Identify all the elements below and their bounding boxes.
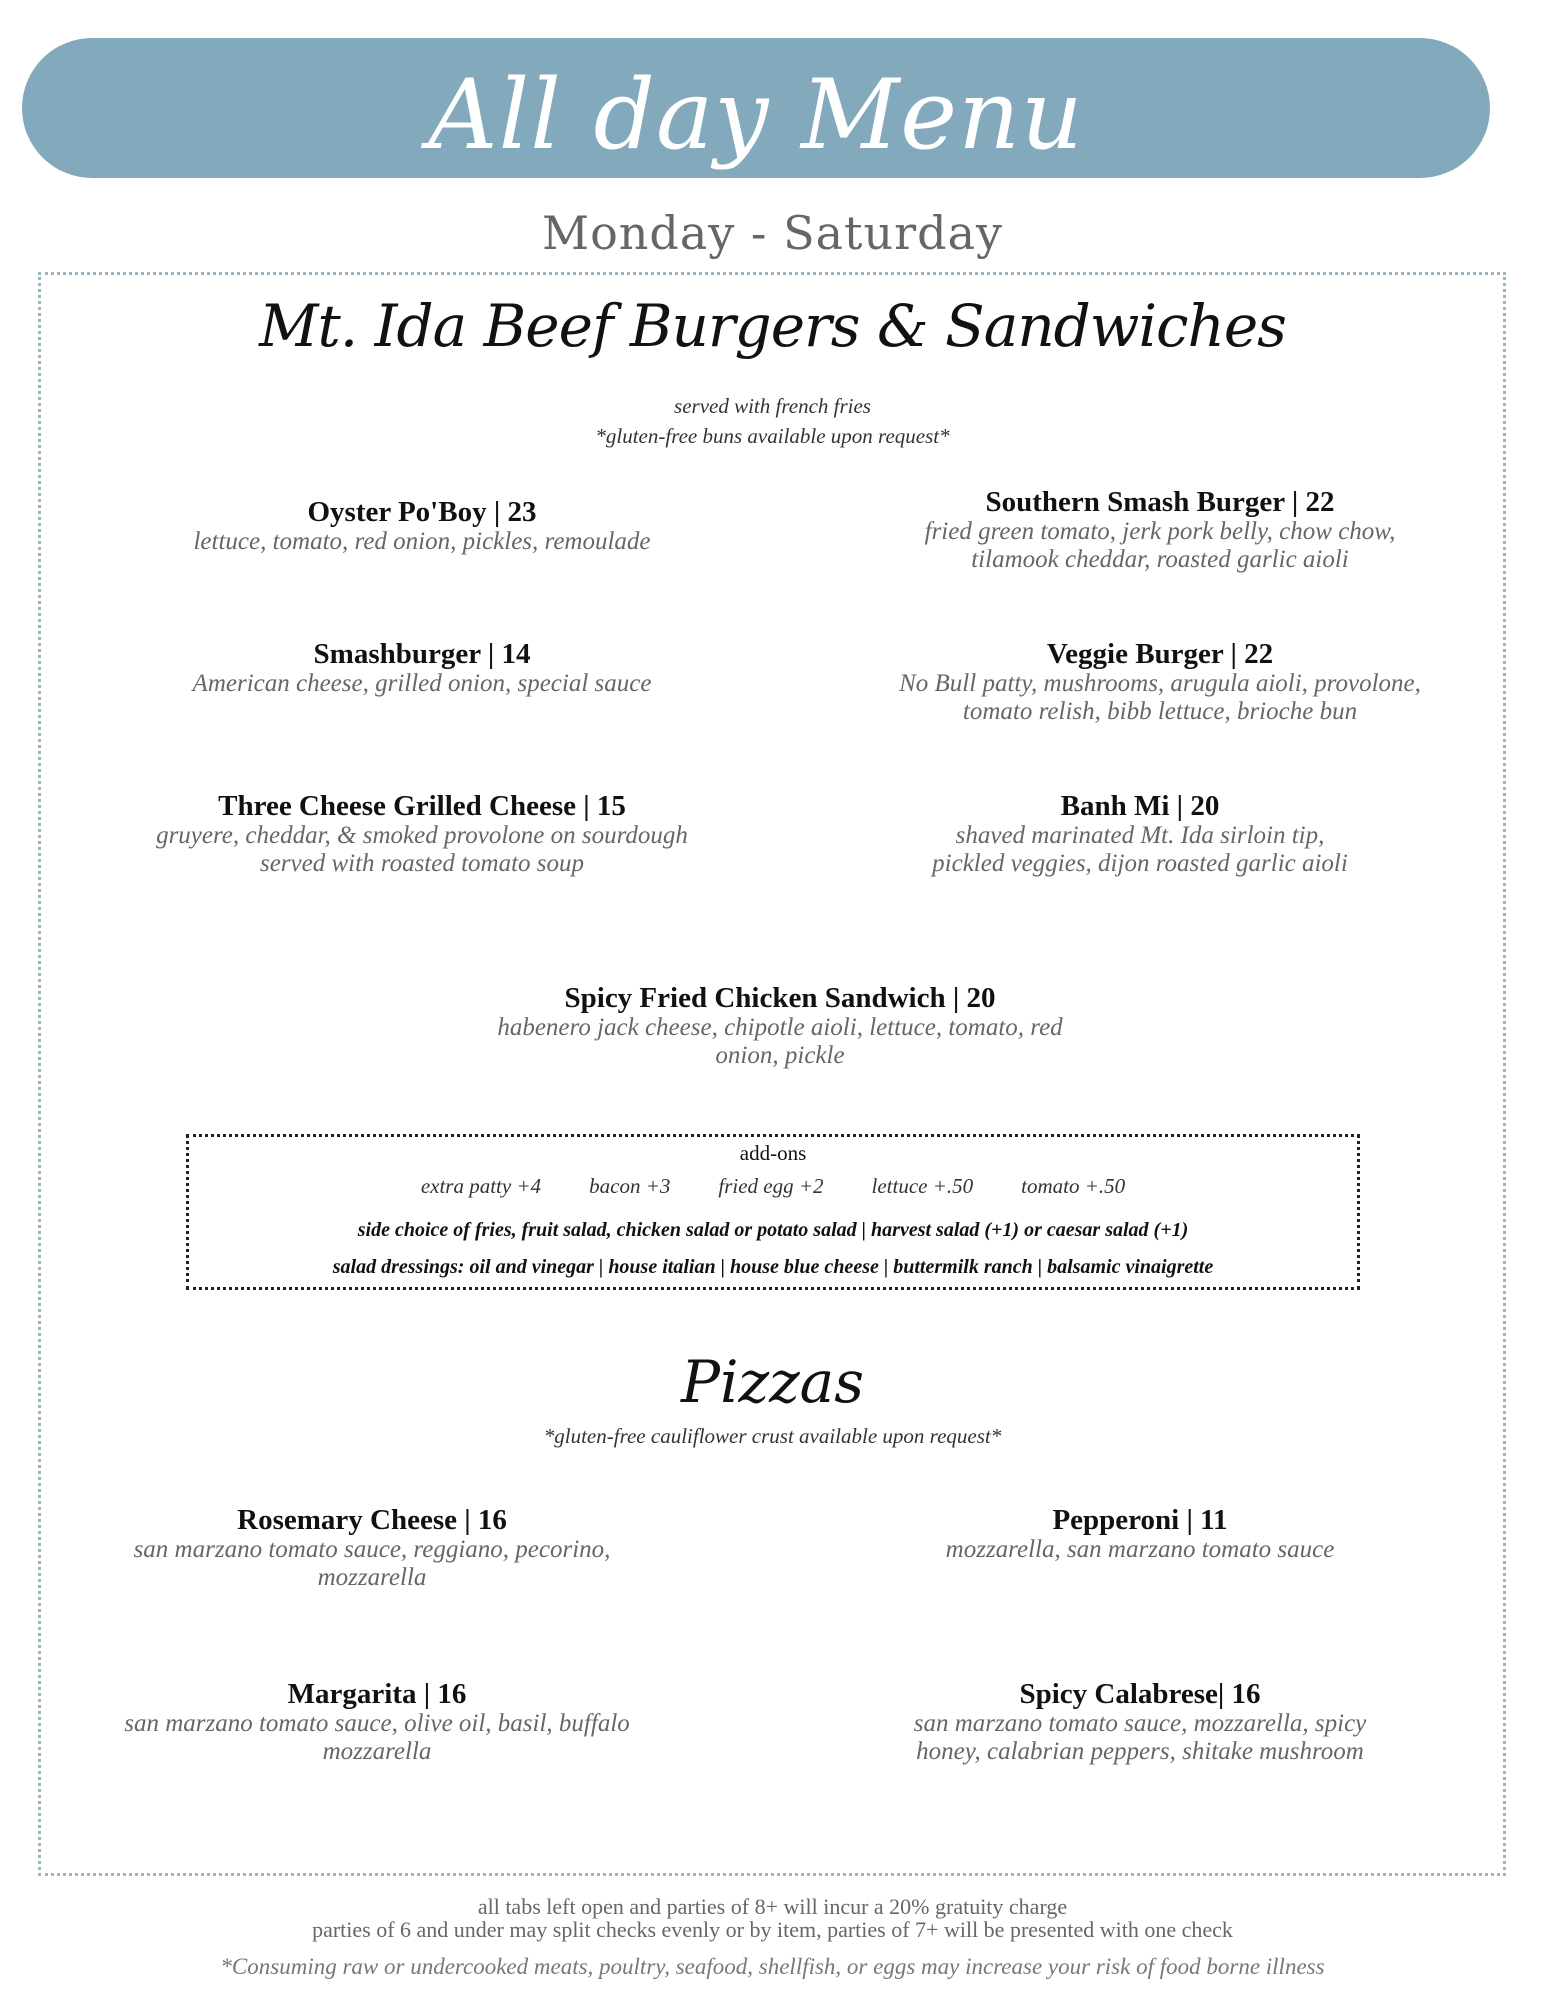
item-desc: san marzano tomato sauce, mozzarella, spicy (913, 1710, 1367, 1737)
menu-item-three-cheese-grilled-cheese (72, 790, 772, 878)
burgers-section-title: Mt. Ida Beef Burgers & Sandwiches (259, 292, 1286, 360)
item-desc: san marzano tomato sauce, reggiano, pecorino, (133, 1536, 611, 1563)
addon-item: lettuce +.50 (871, 1174, 974, 1198)
menu-item-banh-mi (790, 790, 1490, 878)
item-desc: fried green tomato, jerk pork belly, chow chow, (924, 518, 1396, 545)
item-name: Oyster Po'Boy | 23 (307, 496, 537, 528)
item-desc: pickled veggies, dijon roasted garlic aioli (932, 850, 1348, 877)
pizzas-note-gluten: *gluten-free cauliflower crust available upon request* (543, 1424, 1002, 1448)
item-name: Margarita | 16 (287, 1678, 467, 1710)
item-name: Spicy Fried Chicken Sandwich | 20 (564, 982, 996, 1014)
item-desc: habenero jack cheese, chipotle aioli, lettuce, tomato, red (497, 1014, 1063, 1041)
item-name: Southern Smash Burger | 22 (985, 486, 1335, 518)
addons-list (189, 1174, 1357, 1199)
item-desc: American cheese, grilled onion, special sauce (192, 670, 652, 697)
item-desc: tomato relish, bibb lettuce, brioche bun (962, 698, 1358, 725)
item-desc: tilamook cheddar, roasted garlic aioli (971, 546, 1349, 573)
addon-item: bacon +3 (589, 1174, 671, 1198)
item-name: Spicy Calabrese| 16 (1019, 1678, 1261, 1710)
salad-dressings: salad dressings: oil and vinegar | house italian | house blue cheese | buttermilk ranch | balsamic vinaigrette (332, 1256, 1214, 1278)
item-desc: honey, calabrian peppers, shitake mushroom (916, 1738, 1364, 1765)
gratuity-notice: all tabs left open and parties of 8+ will incur a 20% gratuity charge (477, 1894, 1068, 1919)
addons-title: add-ons (739, 1141, 807, 1165)
addon-item: tomato +.50 (1021, 1174, 1126, 1198)
item-desc: served with roasted tomato soup (259, 850, 585, 877)
menu-item-oyster-poboy (92, 496, 752, 556)
item-desc: lettuce, tomato, red onion, pickles, remoulade (193, 528, 651, 555)
pizzas-section-title: Pizzas (680, 1348, 865, 1416)
menu-item-spicy-fried-chicken-sandwich (420, 982, 1140, 1070)
menu-item-spicy-calabrese (800, 1678, 1480, 1766)
menu-item-margarita (52, 1678, 702, 1766)
menu-title: All day Menu (428, 59, 1084, 171)
item-desc: gruyere, cheddar, & smoked provolone on sourdough (156, 822, 688, 849)
menu-item-smashburger (92, 638, 752, 698)
addon-item: fried egg +2 (718, 1174, 824, 1198)
side-choices: side choice of fries, fruit salad, chicken salad or potato salad | harvest salad (+1) or caesar salad (+1) (357, 1219, 1189, 1241)
burgers-note-gluten: *gluten-free buns available upon request* (595, 424, 950, 448)
menu-item-rosemary-cheese (52, 1504, 692, 1592)
item-desc: mozzarella (317, 1564, 427, 1591)
food-safety-warning: *Consuming raw or undercooked meats, poultry, seafood, shellfish, or eggs may increase your risk of food borne illness (220, 1954, 1325, 1979)
item-name: Banh Mi | 20 (1060, 790, 1220, 822)
item-desc: san marzano tomato sauce, olive oil, basil, buffalo (124, 1710, 630, 1737)
item-name: Veggie Burger | 22 (1046, 638, 1274, 670)
item-desc: shaved marinated Mt. Ida sirloin tip, (955, 822, 1325, 849)
item-name: Pepperoni | 11 (1052, 1504, 1228, 1536)
item-desc: mozzarella, san marzano tomato sauce (945, 1536, 1335, 1563)
split-check-notice: parties of 6 and under may split checks evenly or by item, parties of 7+ will be presented with one check (312, 1917, 1233, 1942)
item-name: Three Cheese Grilled Cheese | 15 (218, 790, 626, 822)
menu-item-veggie-burger (810, 638, 1510, 726)
addon-item: extra patty +4 (420, 1174, 542, 1198)
item-desc: No Bull patty, mushrooms, arugula aioli, provolone, (899, 670, 1421, 697)
addons-box (186, 1134, 1360, 1290)
menu-item-southern-smash-burger (830, 486, 1490, 574)
item-desc: mozzarella (322, 1738, 432, 1765)
menu-days: Monday - Saturday (542, 206, 1003, 260)
menu-item-pepperoni (800, 1504, 1480, 1564)
item-name: Smashburger | 14 (313, 638, 531, 670)
header-banner (22, 38, 1490, 178)
item-name: Rosemary Cheese | 16 (237, 1504, 507, 1536)
item-desc: onion, pickle (715, 1042, 845, 1069)
burgers-note-fries: served with french fries (674, 394, 871, 418)
